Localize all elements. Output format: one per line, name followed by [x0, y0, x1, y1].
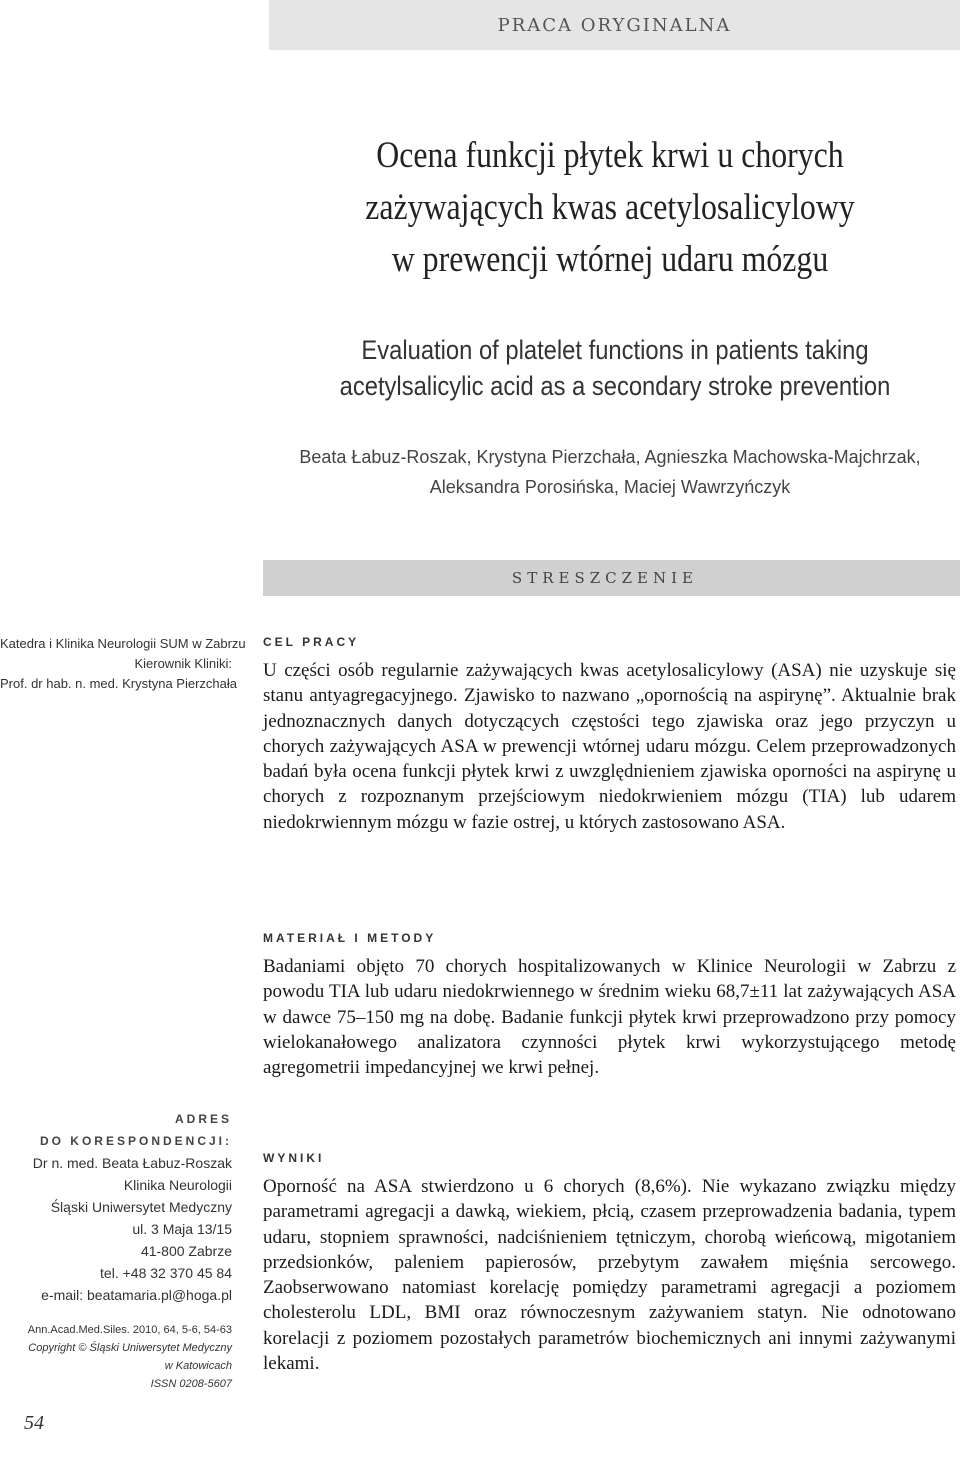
section-body: Badaniami objęto 70 chorych hospitalizowanych w Klinice Neurologii w Zabrzu z powodu TIA lub udaru niedokrwiennego w średnim wieku 68,7±11 lat zażywających ASA w dawce 75–150 mg na dobę. Badanie funkcji płytek krwi przeprowadzono przy pomocy wielokanałowego analizatora czynności płytek krwi wykorzystującego metodę agregometrii impedancyjnej we krwi pełnej.	[263, 956, 956, 1079]
journal-copyright: Copyright © Śląski Uniwersytet Medyczny	[28, 1342, 232, 1354]
section-material-i-metody	[263, 930, 956, 1080]
page-number: 54	[24, 1412, 44, 1434]
title-polish-line: w prewencji wtórnej udaru mózgu	[391, 239, 829, 280]
title-polish-line: zażywających kwas acetylosalicylowy	[365, 187, 855, 228]
address-line: Dr n. med. Beata Łabuz-Roszak	[32, 1155, 232, 1171]
address-line: Śląski Uniwersytet Medyczny	[50, 1199, 232, 1215]
address-line: ul. 3 Maja 13/15	[132, 1221, 232, 1237]
journal-info	[0, 1321, 232, 1393]
journal-issn: ISSN 0208-5607	[150, 1378, 232, 1390]
section-heading: CEL PRACY	[263, 635, 360, 649]
article-category-band	[269, 0, 960, 50]
section-body: Oporność na ASA stwierdzono u 6 chorych (8,6%). Nie wykazano związku między parametrami agregacji a dawką, wiekiem, płcią, czasem przeprowadzenia badania, typem udaru, stopniem sprawności, nadciśnieniem tętniczym, chorobą wieńcową, migotaniem przedsionków, paleniem papierosów, przebytym zawałem mięśnia sercowego. Zaobserwowano natomiast korelację pomiędzy parametrami agregacji a poziomem cholesterolu LDL, BMI oraz równoczesnym zażywaniem statyn. Nie odnotowano korelacji z poziomem pozostałych parametrów biochemicznych ani innymi zażywanymi lekami.	[263, 1176, 956, 1375]
title-english-line: acetylsalicylic acid as a secondary stroke prevention	[339, 371, 891, 401]
section-heading: MATERIAŁ I METODY	[263, 931, 437, 945]
correspondence-heading: ADRES	[174, 1112, 232, 1126]
affiliation-line: Prof. dr hab. n. med. Krystyna Pierzchała	[0, 676, 237, 691]
section-body: U części osób regularnie zażywających kwas acetylosalicylowy (ASA) nie uzyskuje się stanu antyagregacyjnego. Zjawisko to nazwano „opornością na aspirynę”. Aktualnie brak jednoznacznych danych dotyczących częstości tego zjawiska oraz jego przyczyn u chorych zażywających ASA w prewencji wtórnej udaru mózgu. Celem przeprowadzonych badań była ocena funkcji płytek krwi z uwzględnieniem zjawiska oporności na aspirynę u chorych z rozpoznanym przejściowym niedokrwieniem mózgu (TIA) lub udarem niedokrwiennym mózgu w fazie ostrej, u których zastosowano ASA.	[263, 660, 956, 833]
affiliation-line: Katedra i Klinika Neurologii SUM w Zabrzu	[0, 636, 246, 651]
correspondence-address	[0, 1108, 232, 1306]
journal-city: w Katowicach	[164, 1360, 232, 1372]
title-english	[320, 332, 910, 404]
correspondence-heading: DO KORESPONDENCJI:	[39, 1134, 232, 1148]
section-heading: WYNIKI	[263, 1151, 325, 1165]
title-polish	[335, 130, 885, 286]
author-line: Beata Łabuz-Roszak, Krystyna Pierzchała, Agnieszka Machowska-Majchrzak,	[299, 447, 921, 467]
address-line: 41-800 Zabrze	[140, 1243, 232, 1259]
email-address: e-mail: beatamaria.pl@hoga.pl	[41, 1287, 232, 1303]
article-category: PRACA ORYGINALNA	[497, 14, 732, 36]
address-line: tel. +48 32 370 45 84	[100, 1265, 232, 1281]
section-cel-pracy	[263, 634, 956, 835]
abstract-label: STRESZCZENIE	[511, 569, 698, 587]
title-polish-line: Ocena funkcji płytek krwi u chorych	[376, 135, 844, 176]
address-line: Klinika Neurologii	[123, 1177, 232, 1193]
section-wyniki	[263, 1150, 956, 1376]
affiliation-line: Kierownik Kliniki:	[134, 656, 232, 671]
affiliation	[0, 634, 246, 694]
title-english-line: Evaluation of platelet functions in patients taking	[361, 335, 869, 365]
journal-citation: Ann.Acad.Med.Siles. 2010, 64, 5-6, 54-63	[27, 1324, 232, 1336]
abstract-label-band	[263, 560, 960, 596]
author-list	[260, 442, 960, 502]
author-line: Aleksandra Porosińska, Maciej Wawrzyńczyk	[429, 477, 791, 497]
